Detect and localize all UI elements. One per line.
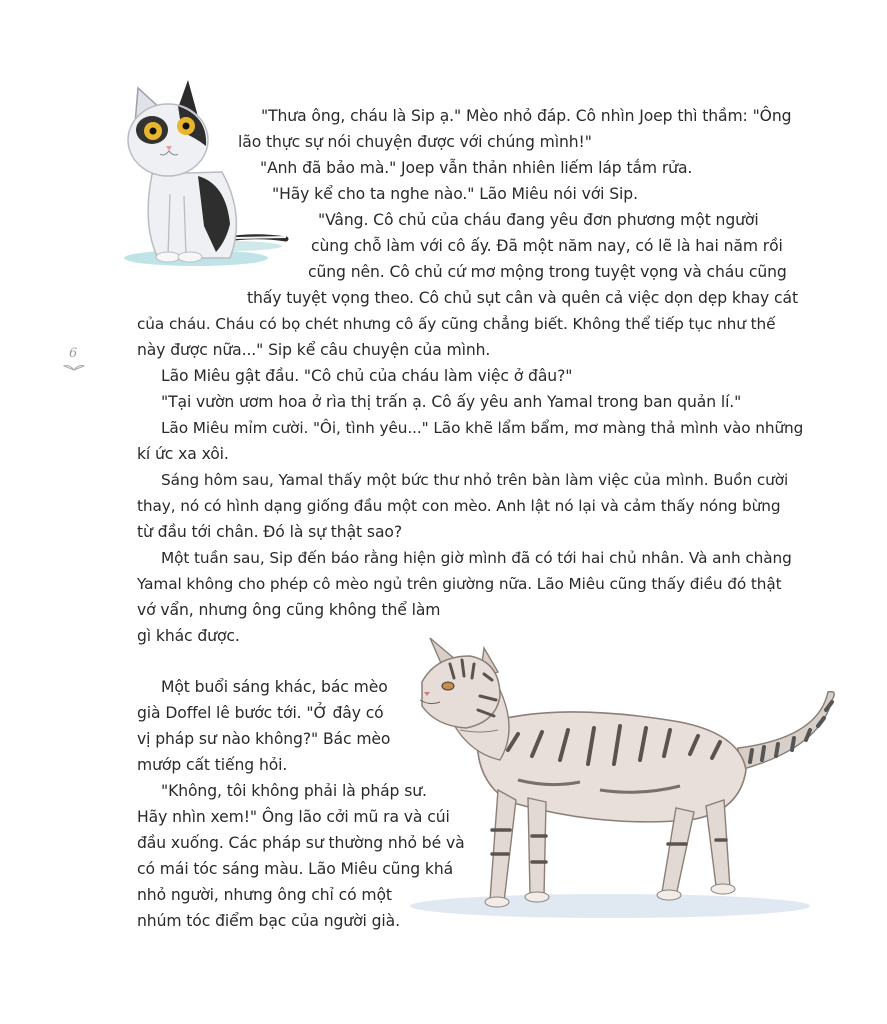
text-line: Một tuần sau, Sip đến báo rằng hiện giờ mình đã có tới hai chủ nhân. Và anh chàng [161,549,792,567]
text-line: "Thưa ông, cháu là Sip ạ." Mèo nhỏ đáp. Cô nhìn Joep thì thầm: "Ông [261,107,792,125]
text-line: thay, nó có hình dạng giống đầu một con mèo. Anh lật nó lại và cảm thấy nóng bừng [137,497,781,515]
text-line: cùng chỗ làm với cô ấy. Đã một năm nay, có lẽ là hai năm rồi [311,237,783,255]
text-line: gì khác được. [137,627,240,645]
text-line: từ đầu tới chân. Đó là sự thật sao? [137,523,403,541]
text-line: "Hãy kể cho ta nghe nào." Lão Miêu nói với Sip. [272,185,638,203]
text-line: Lão Miêu gật đầu. "Cô chủ của cháu làm việc ở đâu?" [161,367,573,385]
text-line: già Doffel lê bước tới. "Ở đây có [137,704,384,722]
page-number: 6 [69,346,78,361]
leaf-ornament-icon [63,362,85,372]
text-line: mướp cất tiếng hỏi. [137,756,288,774]
text-line: "Anh đã bảo mà." Joep vẫn thản nhiên liếm láp tắm rửa. [260,159,693,177]
text-line: cũng nên. Cô chủ cứ mơ mộng trong tuyệt vọng và cháu cũng [308,263,787,281]
text-line: Một buổi sáng khác, bác mèo [161,678,388,696]
text-line: vớ vẩn, nhưng ông cũng không thể làm [137,601,441,619]
text-line: Hãy nhìn xem!" Ông lão cởi mũ ra và cúi [137,808,450,826]
text-line: nhỏ người, nhưng ông chỉ có một [137,886,392,904]
tabby-cat-illustration [400,630,850,930]
text-line: Sáng hôm sau, Yamal thấy một bức thư nhỏ trên bàn làm việc của mình. Buồn cười [161,471,789,489]
text-line: lão thực sự nói chuyện được với chúng mình!" [238,133,592,151]
text-line: này được nữa..." Sip kể câu chuyện của mình. [137,341,491,359]
text-line: vị pháp sư nào không?" Bác mèo [137,730,391,748]
text-line: "Tại vườn ươm hoa ở rìa thị trấn ạ. Cô ấy yêu anh Yamal trong ban quản lí." [161,393,742,411]
text-line: kí ức xa xôi. [137,445,229,463]
text-line: Yamal không cho phép cô mèo ngủ trên giường nữa. Lão Miêu cũng thấy điều đó thật [137,575,782,593]
text-line: của cháu. Cháu có bọ chét nhưng cô ấy cũng chẳng biết. Không thể tiếp tục như thế [137,315,776,333]
text-line: đầu xuống. Các pháp sư thường nhỏ bé và [137,834,465,852]
text-line: thấy tuyệt vọng theo. Cô chủ sụt cân và quên cả việc dọn dẹp khay cát [247,289,798,307]
text-line: nhúm tóc điểm bạc của người già. [137,912,400,930]
text-line: "Không, tôi không phải là pháp sư. [161,782,427,800]
text-line: có mái tóc sáng màu. Lão Miêu cũng khá [137,860,454,878]
text-line: "Vâng. Cô chủ của cháu đang yêu đơn phương một người [318,211,759,229]
text-line: Lão Miêu mỉm cười. "Ôi, tình yêu..." Lão khẽ lẩm bẩm, mơ màng thả mình vào những [161,419,804,437]
